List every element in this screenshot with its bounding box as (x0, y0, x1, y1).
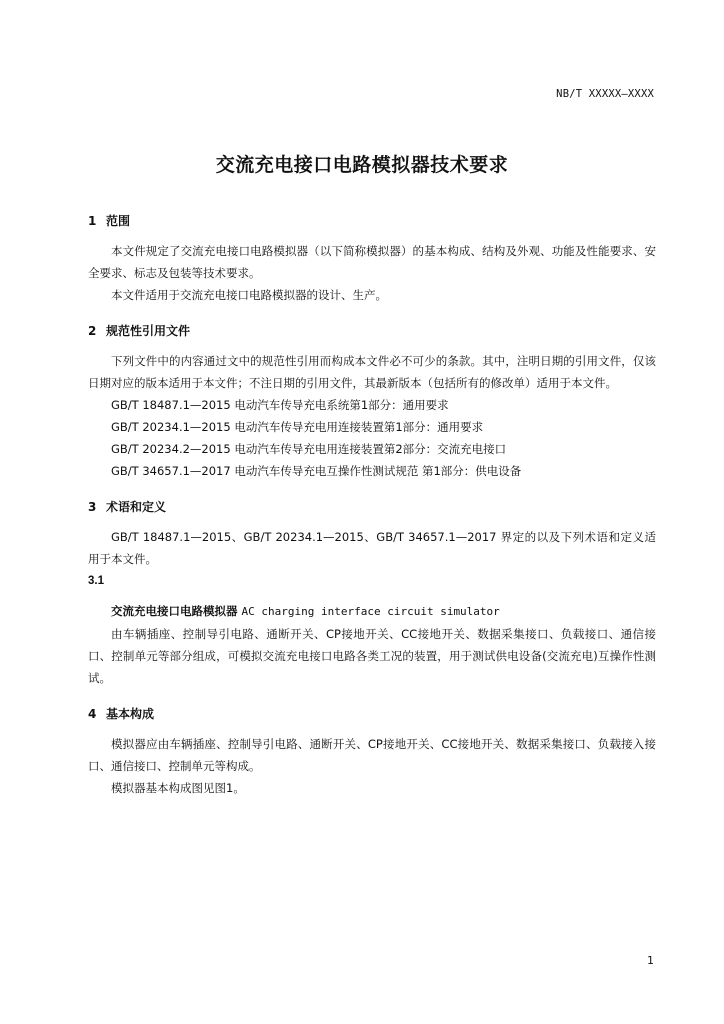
reference-item: GB/T 20234.2—2015 电动汽车传导充电用连接装置第2部分：交流充电接口 (111, 442, 507, 456)
section-title: 规范性引用文件 (106, 324, 191, 338)
term-name-cn: 交流充电接口电路模拟器 (111, 604, 238, 618)
section-heading (88, 320, 656, 342)
standard-number: NB/T XXXXX—XXXX (556, 88, 654, 100)
paragraph: 模拟器应由车辆插座、控制导引电路、通断开关、CP接地开关、CC接地开关、数据采集接口、负载接入接口、通信接口、控制单元等构成。 (88, 737, 656, 773)
section-number: 1 (88, 214, 97, 228)
section-heading (88, 210, 656, 232)
paragraph: 模拟器基本构成图见图1。 (111, 781, 245, 795)
section-title: 术语和定义 (106, 500, 167, 514)
section-heading (88, 496, 656, 518)
section-number: 4 (88, 707, 97, 721)
section-title: 基本构成 (106, 707, 155, 721)
document-body (88, 210, 656, 799)
page-number: 1 (647, 954, 654, 967)
paragraph: 本文件规定了交流充电接口电路模拟器（以下简称模拟器）的基本构成、结构及外观、功能及性能要求、安全要求、标志及包装等技术要求。 (88, 244, 656, 280)
section-number: 2 (88, 324, 97, 338)
section-title: 范围 (106, 214, 131, 228)
paragraph: 本文件适用于交流充电接口电路模拟器的设计、生产。 (111, 288, 387, 302)
term-number: 3.1 (88, 575, 104, 587)
section-number: 3 (88, 500, 97, 514)
term-definition: 由车辆插座、控制导引电路、通断开关、CP接地开关、CC接地开关、数据采集接口、负载接口、通信接口、控制单元等部分组成，可模拟交流充电接口电路各类工况的装置，用于测试供电设备(交流充电)互操作性测试。 (88, 627, 656, 685)
document-title: 交流充电接口电路模拟器技术要求 (215, 154, 509, 176)
paragraph: GB/T 18487.1—2015、GB/T 20234.1—2015、GB/T 34657.1—2017 界定的以及下列术语和定义适用于本文件。 (88, 530, 656, 566)
paragraph: 下列文件中的内容通过文中的规范性引用而构成本文件必不可少的条款。其中，注明日期的引用文件，仅该日期对应的版本适用于本文件；不注日期的引用文件，其最新版本（包括所有的修改单）适用于本文件。 (88, 354, 656, 390)
section-heading (88, 703, 656, 725)
reference-item: GB/T 18487.1—2015 电动汽车传导充电系统第1部分：通用要求 (111, 398, 449, 412)
term-name (88, 600, 656, 623)
term-name-en: AC charging interface circuit simulator (241, 605, 500, 618)
reference-item: GB/T 20234.1—2015 电动汽车传导充电用连接装置第1部分：通用要求 (111, 420, 484, 434)
reference-item: GB/T 34657.1—2017 电动汽车传导充电互操作性测试规范 第1部分：供电设备 (111, 464, 522, 478)
